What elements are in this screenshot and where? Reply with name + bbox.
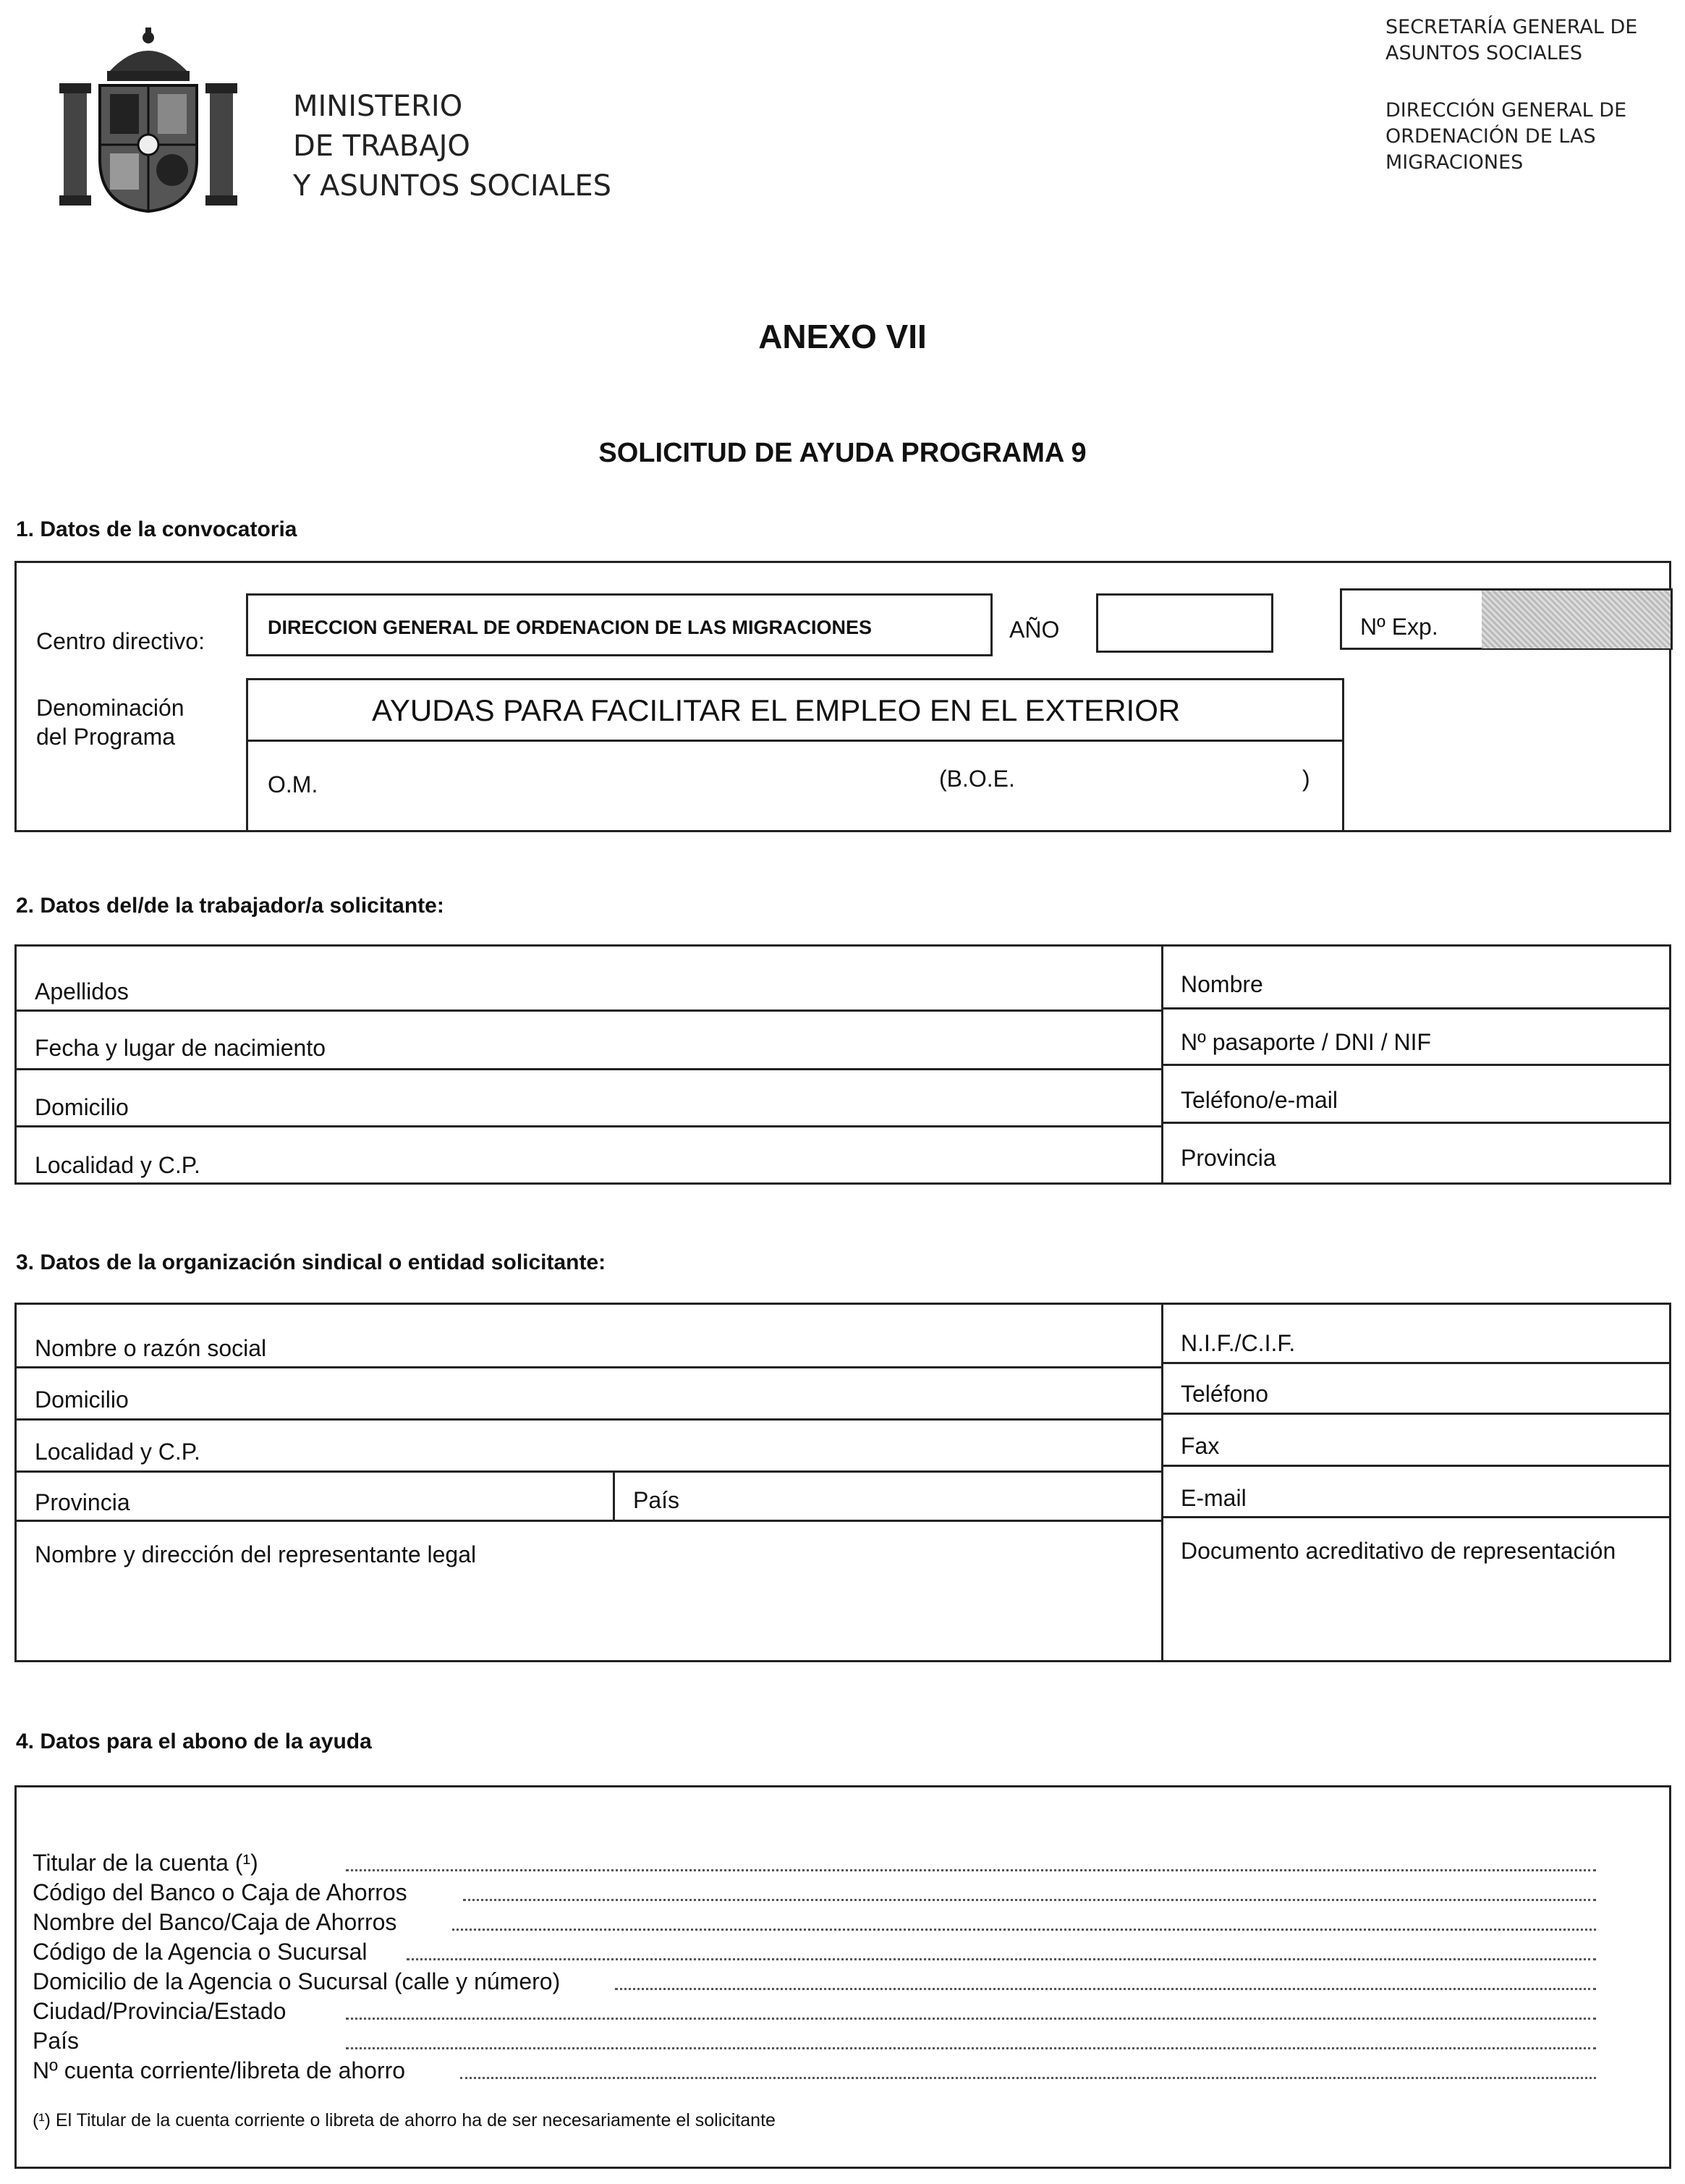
programa-value: AYUDAS PARA FACILITAR EL EMPLEO EN EL EXTERIOR [372, 693, 1181, 727]
section1-heading: 1. Datos de la convocatoria [16, 517, 297, 541]
section3-heading: 3. Datos de la organización sindical o entidad solicitante: [16, 1250, 606, 1274]
section3-rule-left [14, 1418, 1161, 1421]
direccion-line: ORDENACIÓN DE LAS [1385, 125, 1596, 148]
razon-social-field[interactable]: Nombre o razón social [35, 1335, 267, 1361]
footnote: (¹) El Titular de la cuenta corriente o libreta de ahorro ha de ser necesariamente el solicitante [33, 2110, 776, 2130]
nombre-field[interactable]: Nombre [1181, 971, 1263, 997]
provincia-field[interactable]: Provincia [1181, 1145, 1276, 1171]
direccion-block [1385, 98, 1626, 176]
exp-field-shaded [1482, 591, 1671, 648]
denominacion-line: Denominación [36, 695, 184, 721]
telefono-email-field[interactable]: Teléfono/e-mail [1181, 1087, 1338, 1113]
cuenta-line[interactable] [460, 2077, 1596, 2079]
org-provincia-field[interactable]: Provincia [35, 1489, 130, 1515]
domicilio-agencia-line[interactable] [615, 1988, 1596, 1990]
ciudad-label: Ciudad/Provincia/Estado [33, 1998, 287, 2024]
section3-rule-right [1161, 1516, 1671, 1518]
denominacion-label [36, 693, 184, 751]
centro-directivo-label: Centro directivo: [36, 628, 205, 654]
representante-field[interactable]: Nombre y dirección del representante legal [35, 1541, 477, 1567]
section2-rule-left [14, 1010, 1161, 1012]
section3-divider [1161, 1303, 1163, 1662]
ministry-line: Y ASUNTOS SOCIALES [293, 169, 612, 203]
section2-rule-left [14, 1125, 1161, 1127]
pais-label: País [33, 2028, 80, 2054]
section2-rule-right [1161, 1064, 1671, 1066]
ministry-name [293, 87, 611, 206]
ciudad-line[interactable] [346, 2018, 1596, 2020]
section3-rule-left [14, 1520, 1161, 1522]
direccion-line: DIRECCIÓN GENERAL DE [1385, 99, 1627, 122]
secretaria-line: ASUNTOS SOCIALES [1385, 42, 1582, 64]
org-domicilio-field[interactable]: Domicilio [35, 1387, 129, 1413]
org-email-field[interactable]: E-mail [1181, 1485, 1247, 1511]
org-localidad-field[interactable]: Localidad y C.P. [35, 1439, 200, 1465]
programa-divider [246, 740, 1344, 742]
denominacion-line: del Programa [36, 724, 176, 750]
page-title: ANEXO VII [758, 318, 927, 355]
nif-cif-field[interactable]: N.I.F./C.I.F. [1181, 1330, 1296, 1356]
section4-heading: 4. Datos para el abono de la ayuda [16, 1730, 372, 1753]
codigo-agencia-line[interactable] [407, 1958, 1596, 1960]
section2-rule-left [14, 1068, 1161, 1070]
om-label: O.M. [268, 771, 318, 797]
domicilio-field[interactable]: Domicilio [35, 1094, 129, 1120]
section3-rule-left [14, 1470, 1161, 1473]
codigo-banco-line[interactable] [463, 1899, 1596, 1901]
codigo-agencia-label: Código de la Agencia o Sucursal [33, 1939, 368, 1965]
section2-rule-right [1161, 1122, 1671, 1124]
boe-label: (B.O.E. [939, 766, 1015, 792]
centro-directivo-value: DIRECCION GENERAL DE ORDENACION DE LAS MIGRACIONES [268, 617, 873, 638]
section3-rule-right [1161, 1362, 1671, 1364]
exp-label: Nº Exp. [1360, 614, 1438, 640]
section3-rule-right [1161, 1465, 1671, 1467]
pais-line[interactable] [346, 2047, 1596, 2049]
anio-label: AÑO [1009, 617, 1060, 643]
section3-rule-left [14, 1366, 1161, 1368]
localidad-field[interactable]: Localidad y C.P. [35, 1152, 200, 1178]
codigo-banco-label: Código del Banco o Caja de Ahorros [33, 1879, 407, 1905]
titular-line[interactable] [346, 1869, 1596, 1871]
org-telefono-field[interactable]: Teléfono [1181, 1381, 1268, 1407]
apellidos-field[interactable]: Apellidos [35, 978, 129, 1004]
ministry-line: DE TRABAJO [293, 130, 470, 163]
direccion-line: MIGRACIONES [1385, 151, 1524, 174]
form-subtitle: SOLICITUD DE AYUDA PROGRAMA 9 [598, 438, 1087, 468]
org-pais-field[interactable]: País [633, 1487, 680, 1513]
org-fax-field[interactable]: Fax [1181, 1433, 1220, 1459]
nacimiento-field[interactable]: Fecha y lugar de nacimiento [35, 1035, 326, 1061]
cuenta-label: Nº cuenta corriente/libreta de ahorro [33, 2057, 406, 2083]
section2-rule-right [1161, 1007, 1671, 1010]
secretaria-block [1385, 14, 1637, 67]
ministry-line: MINISTERIO [293, 90, 463, 123]
pasaporte-field[interactable]: Nº pasaporte / DNI / NIF [1181, 1029, 1432, 1055]
secretaria-line: SECRETARÍA GENERAL DE [1385, 16, 1638, 38]
domicilio-agencia-label: Domicilio de la Agencia o Sucursal (calle y número) [33, 1968, 561, 1994]
coat-of-arms-icon [58, 22, 239, 213]
section3-pais-divider [613, 1470, 615, 1520]
nombre-banco-label: Nombre del Banco/Caja de Ahorros [33, 1909, 397, 1935]
section2-heading: 2. Datos del/de la trabajador/a solicitante: [16, 894, 444, 918]
boe-close: ) [1302, 766, 1310, 792]
section3-rule-right [1161, 1413, 1671, 1415]
documento-field[interactable]: Documento acreditativo de representación [1181, 1538, 1616, 1564]
titular-label: Titular de la cuenta (¹) [33, 1850, 258, 1876]
anio-field[interactable] [1096, 593, 1273, 653]
nombre-banco-line[interactable] [452, 1929, 1596, 1931]
